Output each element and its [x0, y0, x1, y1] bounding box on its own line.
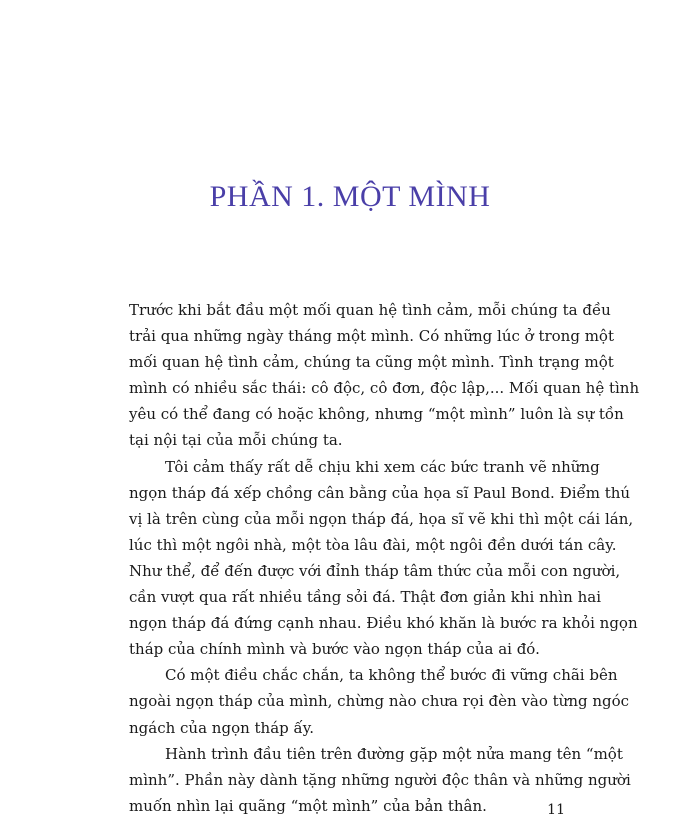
text-line: Trước khi bắt đầu một mối quan hệ tình cảm, mỗi chúng ta đều	[129, 301, 611, 319]
text-line: ngọn tháp đá đứng cạnh nhau. Điều khó khăn là bước ra khỏi ngọn	[129, 614, 638, 633]
page-number: 11	[547, 802, 565, 818]
paragraph-4	[129, 741, 631, 819]
text-line: cần vượt qua rất nhiều tầng sỏi đá. Thật đơn giản khi nhìn hai	[129, 588, 602, 607]
text-line: vị là trên cùng của mỗi ngọn tháp đá, họa sĩ vẽ khi thì một cái lán,	[129, 509, 634, 528]
text-line: lúc thì một ngôi nhà, một tòa lâu đài, một ngôi đền dưới tán cây.	[129, 535, 617, 554]
text-line: tháp của chính mình và bước vào ngọn tháp của ai đó.	[129, 640, 540, 659]
text-line: muốn nhìn lại quãng “một mình” của bản thân.	[129, 796, 487, 815]
text-line: Tôi cảm thấy rất dễ chịu khi xem các bức tranh vẽ những	[165, 457, 600, 476]
paragraph-1	[129, 297, 640, 454]
text-line: ngách của ngọn tháp ấy.	[129, 718, 314, 737]
chapter-body	[129, 297, 640, 819]
page-title: PHẦN 1. MỘT MÌNH	[209, 180, 491, 213]
text-line: Hành trình đầu tiên trên đường gặp một nửa mang tên “một	[165, 744, 623, 763]
text-line: trải qua những ngày tháng một mình. Có những lúc ở trong một	[129, 327, 614, 346]
text-line: mình”. Phần này dành tặng những người độc thân và những người	[129, 770, 631, 789]
paragraph-3	[129, 662, 630, 740]
text-line: ngoài ngọn tháp của mình, chừng nào chưa rọi đèn vào từng ngóc	[129, 692, 630, 711]
text-line: Như thể, để đến được với đỉnh tháp tâm thức của mỗi con người,	[129, 561, 621, 580]
text-line: mối quan hệ tình cảm, chúng ta cũng một mình. Tình trạng một	[129, 353, 614, 372]
text-line: Có một điều chắc chắn, ta không thể bước đi vững chãi bên	[165, 666, 618, 685]
text-line: tại nội tại của mỗi chúng ta.	[129, 431, 343, 450]
paragraph-2	[129, 454, 638, 663]
text-line: ngọn tháp đá xếp chồng cân bằng của họa sĩ Paul Bond. Điểm thú	[129, 483, 631, 502]
text-line: mình có nhiều sắc thái: cô độc, cô đơn, độc lập,... Mối quan hệ tình	[129, 379, 640, 398]
text-line: yêu có thể đang có hoặc không, nhưng “một mình” luôn là sự tồn	[129, 405, 624, 424]
